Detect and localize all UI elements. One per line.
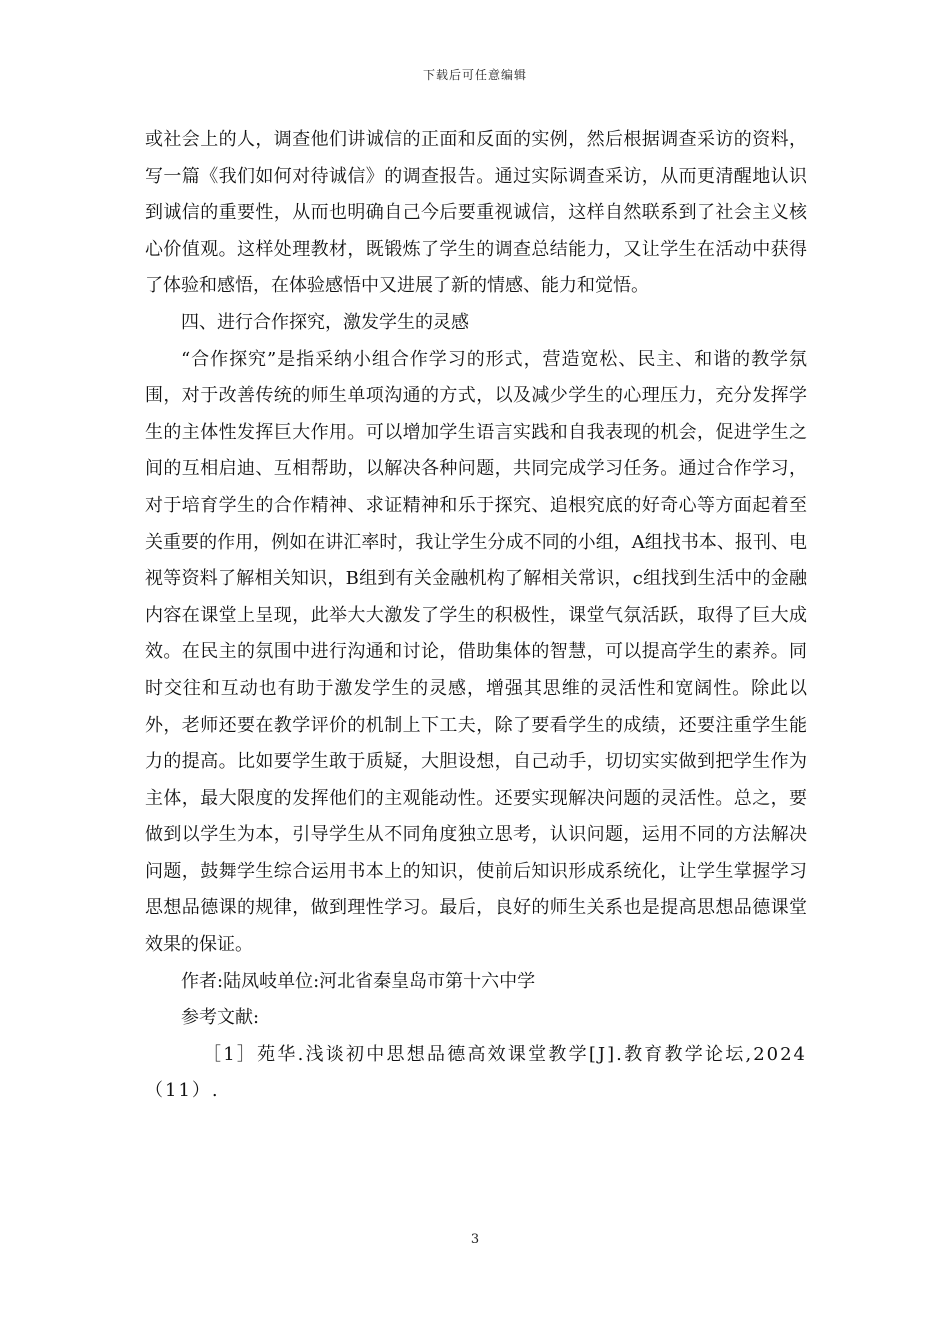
- page-number: 3: [470, 1232, 480, 1247]
- section-heading: 四、进行合作探究，激发学生的灵感: [181, 311, 469, 333]
- header-note: 下载后可任意编辑: [422, 68, 527, 82]
- author-line: 作者:陆凤岐单位:河北省秦皇岛市第十六中学: [181, 970, 536, 992]
- document-body: [145, 122, 807, 1110]
- paragraph-cooperative-inquiry: “合作探究”是指采纳小组合作学习的形式，营造宽松、民主、和谐的教学氛围，对于改善传统的师生单项沟通的方式，以及减少学生的心理压力，充分发挥学生的主体性发挥巨大作用。可以增加学生语言实践和自我表现的机会，促进学生之间的互相启迪、互相帮助，以解决各种问题，共同完成学习任务。通过合作学习，对于培育学生的合作精神、求证精神和乐于探究、追根究底的好奇心等方面起着至关重要的作用，例如在讲汇率时，我让学生分成不同的小组，A组找书本、报刊、电视等资料了解相关知识，B组到有关金融机构了解相关常识，c组找到生活中的金融内容在课堂上呈现，此举大大激发了学生的积极性，课堂气氛活跃，取得了巨大成效。在民主的氛围中进行沟通和讨论，借助集体的智慧，可以提高学生的素养。同时交往和互动也有助于激发学生的灵感，增强其思维的灵活性和宽阔性。除此以外，老师还要在教学评价的机制上下工夫，除了要看学生的成绩，还要注重学生能力的提高。比如要学生敢于质疑，大胆设想，自己动手，切切实实做到把学生作为主体，最大限度的发挥他们的主观能动性。还要实现解决问题的灵活性。总之，要做到以学生为本，引导学生从不同角度独立思考，认识问题，运用不同的方法解决问题，鼓舞学生综合运用书本上的知识，使前后知识形成系统化，让学生掌握学习思想品德课的规律，做到理性学习。最后，良好的师生关系也是提高思想品德课堂效果的保证。: [145, 348, 807, 956]
- references-heading: 参考文献:: [181, 1007, 260, 1029]
- reference-item: ［1］苑华.浅谈初中思想品德高效课堂教学[J].教育教学论坛,2024（11）.: [145, 1043, 807, 1102]
- paragraph-continued: 或社会上的人，调查他们讲诚信的正面和反面的实例，然后根据调查采访的资料，写一篇《我们如何对待诚信》的调查报告。通过实际调查采访，从而更清醒地认识到诚信的重要性，从而也明确自己今后要重视诚信，这样自然联系到了社会主义核心价值观。这样处理教材，既锻炼了学生的调查总结能力，又让学生在活动中获得了体验和感悟，在体验感悟中又进展了新的情感、能力和觉悟。: [145, 129, 807, 297]
